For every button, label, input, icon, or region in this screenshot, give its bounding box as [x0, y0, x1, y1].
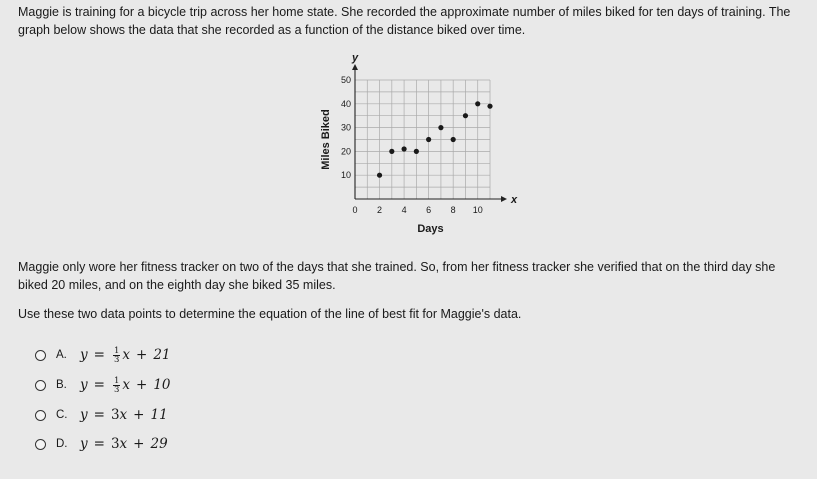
x-tick-label: 6	[426, 205, 432, 215]
x-tick-label: 10	[472, 205, 483, 215]
question-tracker-text: Maggie only wore her fitness tracker on two of the days that she trained. So, from her fitness tracker she verified that on the third day she biked 20 miles, and on the eighth day she biked 35 miles.	[18, 260, 776, 292]
x-tick-label: 8	[450, 205, 456, 215]
y-tick-label: 10	[340, 170, 351, 181]
choice-equation: y = $\frac{1}{3}$ x + 10	[80, 375, 171, 395]
x-axis-letter: x	[510, 194, 518, 206]
choice-b[interactable]	[35, 375, 171, 395]
x-axis-label: Days	[417, 223, 444, 235]
radio-button[interactable]	[35, 439, 46, 450]
choice-letter: C.	[56, 409, 68, 421]
origin-label: 0	[352, 205, 358, 215]
data-point	[487, 104, 492, 109]
y-axis-arrow	[352, 64, 358, 70]
data-point	[438, 125, 443, 130]
choice-equation: y = 3x + 11	[80, 407, 168, 423]
data-point	[426, 137, 431, 142]
y-axis-label: Miles Biked	[320, 109, 332, 170]
data-point	[463, 113, 468, 118]
scatter-plot	[305, 52, 535, 252]
y-tick-label: 20	[340, 146, 351, 157]
y-tick-label: 50	[340, 75, 351, 85]
choice-a[interactable]	[35, 345, 171, 365]
question-intro: Maggie is training for a bicycle trip across her home state. She recorded the approximate number of miles biked for ten days of training. The graph below shows the data that she recorded as a function of the distance biked over time.	[18, 5, 791, 37]
choice-c[interactable]	[35, 405, 168, 425]
chart-tick-labels	[341, 75, 483, 215]
choice-letter: B.	[56, 379, 67, 391]
y-tick-label: 30	[340, 122, 351, 133]
choice-letter: A.	[56, 349, 67, 361]
radio-button[interactable]	[35, 410, 46, 421]
choice-letter: D.	[56, 438, 68, 450]
y-axis-letter: y	[351, 52, 359, 64]
fraction: $\frac{1}{3}$	[113, 345, 120, 365]
fraction: $\frac{1}{3}$	[113, 375, 120, 395]
data-point	[414, 149, 419, 154]
y-tick-label: 40	[340, 98, 351, 109]
data-point	[475, 101, 480, 106]
data-point	[401, 146, 406, 151]
choice-equation: y = $\frac{1}{3}$ x + 21	[80, 345, 171, 365]
data-point	[377, 173, 382, 178]
question-instruction: Use these two data points to determine the equation of the line of best fit for Maggie's data.	[18, 307, 522, 321]
x-axis-arrow	[501, 196, 507, 202]
x-tick-label: 2	[377, 205, 383, 215]
radio-button[interactable]	[35, 380, 46, 391]
data-point	[451, 137, 456, 142]
radio-button[interactable]	[35, 350, 46, 361]
chart-axes	[352, 64, 507, 202]
x-tick-label: 4	[401, 205, 407, 215]
choice-equation: y = 3x + 29	[80, 436, 168, 452]
choice-d[interactable]	[35, 434, 168, 454]
data-point	[389, 149, 394, 154]
chart-grid	[355, 80, 490, 199]
